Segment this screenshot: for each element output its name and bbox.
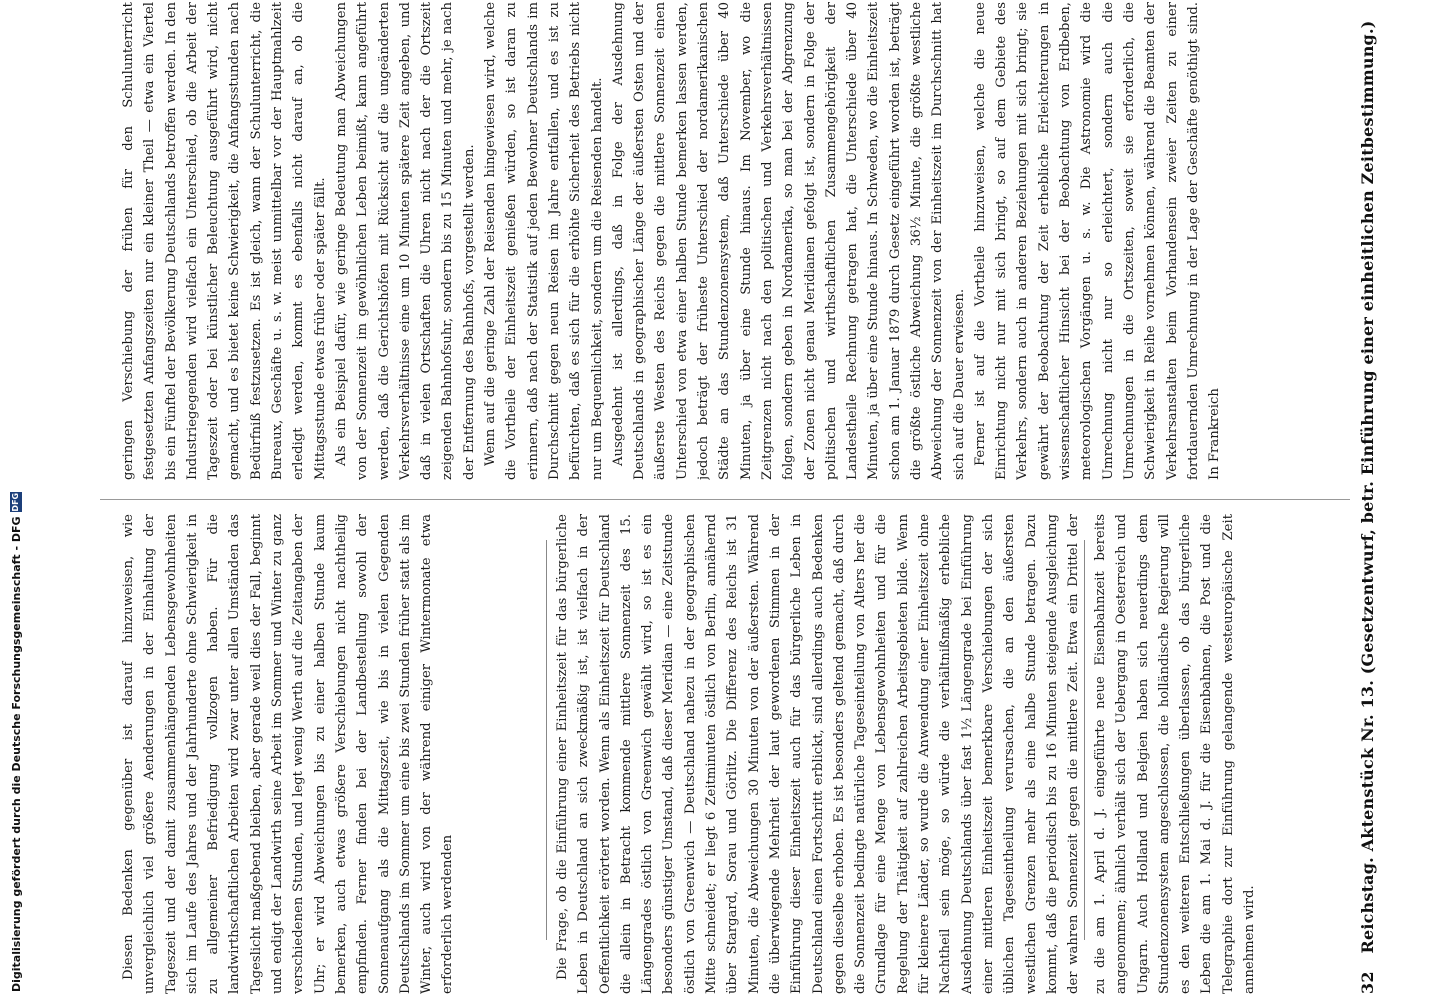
section-divider bbox=[1084, 540, 1085, 940]
section-divider bbox=[546, 540, 547, 940]
column-divider bbox=[100, 499, 1350, 500]
digitization-footer bbox=[8, 492, 24, 992]
page-header bbox=[1358, 10, 1388, 994]
paragraph: Ferner ist auf die Vortheile hinzuweisen, welche die neue Einrichtung nicht nur mit sich bringt, so auf dem Gebiete des Verkehrs, sondern auch in anderen Beziehungen mit sich bringt; sie gewährt der Beobachtung der Zeit erhebliche Erleichterungen in wissenschaftlicher Hinsicht bei der Beobachtung von Erdbeben, meteorologischen Vorgängen u. s. w. Die Astronomie wird die Umrechnung nicht nur so erleichtert, sondern auch die Umrechnungen in die Ortszeiten, soweit sie erforderlich, die Schwierigkeit in Reihe vornehmen können, während die Beamten der Verkehrsanstalten beim Vorhandensein zweier Zeiten zu einer fortdauernden Umrechnung in der Lage der Geschäfte genöthigt sind. In Frankreich bbox=[972, 2, 1223, 480]
paragraph: geringen Verschiebung der frühen für den Schulunterricht festgesetzten Anfangszeiten nur ein kleiner Theil — etwa ein Viertel bis ein Fünftel der Bevölkerung Deutschlands betroffen werden. In den Industriegegenden wird vielfach ein Unterschied, ob die Arbeit der Tageszeit oder bei künstlicher Beleuchtung ausgeführt wird, nicht gemacht, und es bietet keine Schwierigkeit, die Anfangsstunden nach Bedürfniß festzusetzen. Es ist gleich, wann der Schulunterricht, die Bureaux, Geschäfte u. s. w. meist unmittelbar vor der Hauptmahlzeit erledigt werden, kommt es ebenfalls nicht darauf an, ob die Mittagsstunde etwas früher oder später fällt. bbox=[121, 2, 328, 480]
page-title: Reichstag. Aktenstück Nr. 13. (Gesetzentwurf, betr. Einführung einer einheitlichen Zeitbestimmung.) bbox=[1358, 20, 1377, 954]
column-d bbox=[118, 2, 1352, 480]
dfg-logo-icon: DFG bbox=[11, 492, 20, 512]
paragraph: Wenn auf die geringe Zahl der Reisenden hingewiesen wird, welche die Vortheile der Einheitszeit genießen würden, so ist daran zu erinnern, daß nach der Statistik auf jeden Bewohner Deutschlands im Durchschnitt gegen neun Reisen im Jahre entfallen, und es ist zu befürchten, daß es sich für die erhöhte Sicherheit des Betriebs nicht nur um Bequemlichkeit, sondern um die Reisenden handelt. bbox=[483, 2, 605, 480]
paragraph: Die Frage, ob die Einführung einer Einheitszeit für das bürgerliche Leben in Deutschland an sich zweckmäßig ist, ist vielfach in der Oeffentlichkeit erörtert worden. Wenn als Einheitszeit für Deutschland die allein in Betracht kommende mittlere Sonnenzeit des 15. Längengrades östlich von Greenwich gewählt wird, so ist es ein besonders günstiger Umstand, daß dieser Meridian — eine Zeitstunde östlich von Greenwich — Deutschland nahezu in der geographischen Mitte schneidet; er liegt 6 Zeitminuten östlich von Berlin, annähernd über Stargard, Sorau und Görlitz. Die Differenz des Reichs ist 31 Minuten, die Abweichungen 30 Minuten von der äußersten. Während die überwiegende Mehrheit der laut gewordenen Stimmen in der Einführung dieser Einheitszeit auch für das bürgerliche Leben in Deutschland einen Fortschritt erblickt, sind allerdings auch Bedenken gegen dieselbe erhoben. Es ist besonders geltend gemacht, daß durch die Sonnenzeit bedingte natürliche Tageseinteilung von Alters her die Grundlage für eine Menge von Lebensgewohnheiten und für die Regelung der Thätigkeit auf zahlreichen Arbeitsgebieten bilde. Wenn für kleinere Länder, so wurde die Anwendung einer Einheitszeit ohne Nachtheil sein möge, so würde die verhältnißmäßig erhebliche Ausdehnung Deutschlands über fast 1½ Längengrade bei Einführung einer mittleren Einheitszeit bemerkbare Verschiebungen der sich üblichen Tageseintheilung verursachen, die an den äußersten westlichen Grenzen mehr als eine halbe Stunde betragen. Dazu kommt, daß die periodisch bis zu 16 Minuten steigende Ausgleichung der wahren Sonnenzeit gegen die mittlere Zeit. Etwa ein Drittel der bbox=[555, 514, 1082, 994]
column-c bbox=[118, 514, 544, 994]
paragraph: Ausgedehnt ist allerdings, daß in Folge der Ausdehnung Deutschlands in geographischer Länge der äußersten Osten und der äußerste Westen des Reichs gegen die mittlere Sonnenzeit einen Unterschied von etwa einer halben Stunde bemerken lassen werden, jedoch beträgt der früheste Unterschied der nordamerikanischen Städte an das Stundenzonensystem, daß Unterschiede über 40 Minuten, ja über eine Stunde hinaus. Im November, wo die Zeitgrenzen nicht nach den politischen und Verkehrsverhältnissen folgen, sondern geben in Nordamerika, so man bei der Abgrenzung der Zonen nicht genau Meridianen gefolgt ist, sondern in Folge der politischen und wirthschaftlichen Zusammengehörigkeit der Landestheile Rechnung getragen hat, die Unterschiede über 40 Minuten, ja über eine Stunde hinaus. In Schweden, wo die Einheitszeit schon am 1. Januar 1879 durch Gesetz eingeführt worden ist, beträgt die größte östliche Abweichung 36½ Minute, die größte westliche Abweichung der Sonnenzeit von der Einheitszeit im Durchschnitt hat sich auf die Dauer erwiesen. bbox=[610, 2, 967, 480]
column-b bbox=[552, 514, 1082, 994]
paragraph: zu die am 1. April d. J. eingeführte neue Eisenbahnzeit bereits angenommen; ähnlich verhält sich der Uebergang in Oesterreich und Ungarn. Auch Holland und Belgien haben sich neuerdings dem Stundenzonensystem angeschlossen, die holländische Regierung will es den weiteren Entschließungen überlassen, ob das bürgerliche Leben die am 1. Mai d. J. für die Eisenbahnen, die Post und die Telegraphie dort zur Einführung gelangende westeuropäische Zeit annehmen wird. bbox=[1093, 514, 1258, 994]
page-number: 32 bbox=[1358, 971, 1377, 994]
paragraph: Diesen Bedenken gegenüber ist darauf hinzuweisen, wie unvergleichlich viel größere Aenderungen in der Einhaltung der Tageszeit und der damit zusammenhängenden Lebensgewohnheiten sich im Laufe des Jahres und der Jahrhunderte ohne Schwierigkeit in zu allgemeiner Befriedigung vollzogen haben. Für die landwirthschaftlichen Arbeiten wird zwar unter allen Umständen das Tageslicht maßgebend bleiben, aber gerade weil dies der Fall, beginnt und endigt der Landwirth seine Arbeit im Sommer und Winter zu ganz verschiedenen Stunden, und legt wenig Werth auf die Zeitangaben der Uhr; er wird Abweichungen bis zu einer halben Stunde kaum bemerken, auch etwas größere Verschiebungen nicht nachtheilig empfinden. Ferner finden bei der Landbestellung sowohl der Sonnenaufgang als die Mittagszeit, wie bis in vielen Gegenden Deutschlands im Sommer um eine bis zwei Stunden früher statt als im Winter, auch wird von der während einiger Wintermonate etwa erforderlich werdenden bbox=[121, 514, 456, 994]
column-a bbox=[1090, 514, 1352, 994]
paragraph: Als ein Beispiel dafür, wie geringe Bedeutung man Abweichungen von der Sonnenzeit im gewöhnlichen Leben beimißt, kann angeführt werden, daß die Gerichtshöfen mit Rücksicht auf die ungeänderten Verkehrsverhältnisse eine um 10 Minuten spätere Zeit angeben, und daß in vielen Ortschaften die Uhren nicht nach der die Ortszeit zeigenden Bahnhofsuhr, sondern bis zu 15 Minuten und mehr, je nach der Entfernung des Bahnhofs, vorgestellt werden. bbox=[333, 2, 477, 480]
footer-text: Digitalisierung gefördert durch die Deutsche Forschungsgemeinschaft - DFG bbox=[9, 516, 23, 992]
